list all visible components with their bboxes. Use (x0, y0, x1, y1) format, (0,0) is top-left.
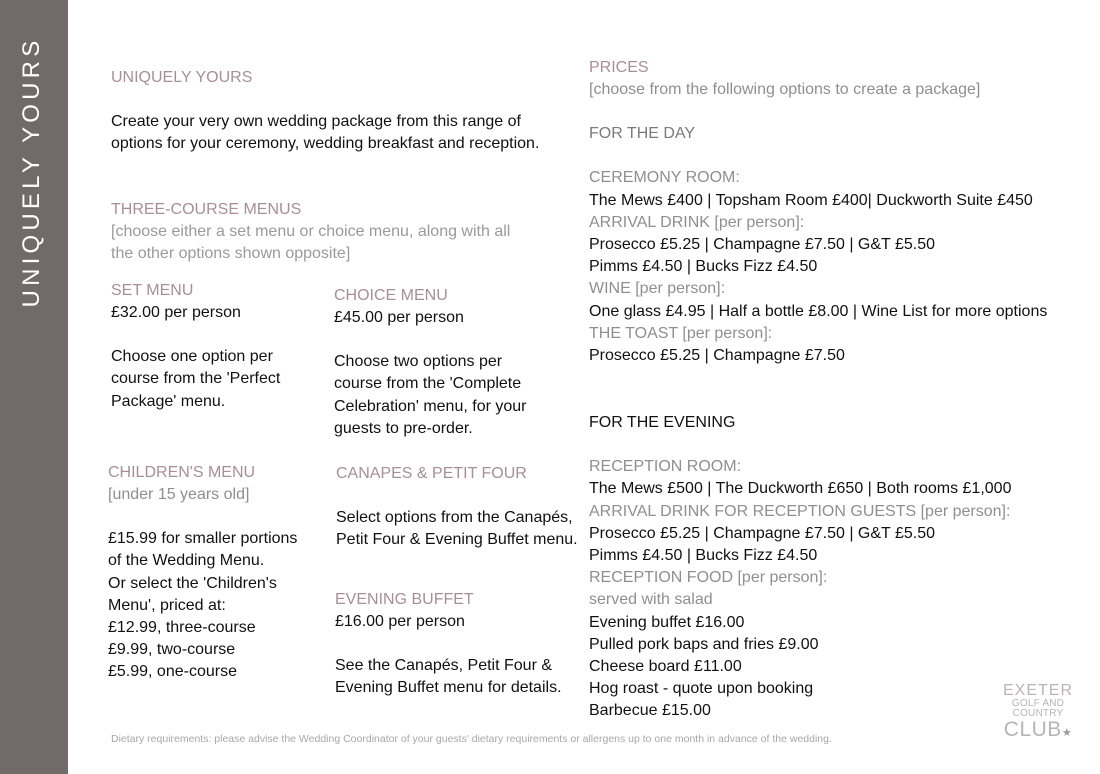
set-menu-section (111, 280, 280, 413)
children-menu-desc: £12.99, three-course (108, 619, 256, 637)
children-menu-desc: Menu', priced at: (108, 596, 226, 614)
three-course-heading: THREE-COURSE MENUS (111, 201, 302, 218)
wine-label: WINE [per person]: (589, 280, 726, 298)
toast-label: THE TOAST [per person]: (589, 324, 773, 342)
canapes-heading: CANAPES & PETIT FOUR (336, 465, 527, 482)
set-menu-desc: Choose one option per (111, 348, 273, 366)
children-menu-heading: CHILDREN'S MENU (108, 464, 256, 481)
arrival-drink-label: ARRIVAL DRINK [per person]: (589, 213, 805, 231)
logo-line: EXETER (1002, 682, 1073, 699)
logo-line: CLUB★ (1003, 718, 1073, 741)
choice-menu-desc: course from the 'Complete (334, 375, 522, 393)
children-menu-note: [under 15 years old] (108, 486, 250, 503)
star-icon: ★ (1061, 727, 1073, 739)
intro-text (111, 111, 539, 155)
toast-prices: Prosecco £5.25 | Champagne £7.50 (589, 347, 845, 365)
evening-prices-section (589, 412, 1011, 723)
sidebar-title: UNIQUELY YOURS (18, 36, 45, 308)
reception-drink-label: ARRIVAL DRINK FOR RECEPTION GUESTS [per person]: (589, 502, 1011, 520)
set-menu-desc: Package' menu. (111, 392, 226, 410)
set-menu-heading: SET MENU (111, 282, 194, 299)
for-the-day-heading: FOR THE DAY (589, 125, 696, 143)
canapes-desc: Petit Four & Evening Buffet menu. (336, 531, 578, 549)
prices-heading: PRICES (589, 59, 649, 76)
children-menu-desc: £15.99 for smaller portions (108, 530, 298, 548)
choice-menu-heading: CHOICE MENU (334, 287, 448, 304)
children-menu-section (108, 462, 297, 684)
logo-line: GOLF AND (1011, 698, 1065, 709)
reception-drink-prices: Pimms £4.50 | Bucks Fizz £4.50 (589, 547, 818, 565)
reception-food-item: Pulled pork baps and fries £9.00 (589, 635, 819, 653)
set-menu-desc: course from the 'Perfect (111, 370, 281, 388)
wine-prices: One glass £4.95 | Half a bottle £8.00 | Wine List for more options (589, 302, 1048, 320)
ceremony-room-prices: The Mews £400 | Topsham Room £400| Duckworth Suite £450 (589, 191, 1033, 209)
intro-heading: UNIQUELY YOURS (111, 69, 253, 86)
reception-food-label: RECEPTION FOOD [per person]: (589, 569, 828, 587)
choice-menu-desc: guests to pre-order. (334, 419, 473, 437)
club-logo (998, 683, 1078, 740)
reception-drink-prices: Prosecco £5.25 | Champagne £7.50 | G&T £5.50 (589, 524, 936, 542)
choice-menu-desc: Celebration' menu, for your (334, 397, 527, 415)
children-menu-desc: £5.99, one-course (108, 663, 237, 681)
logo-line: COUNTRY (1012, 708, 1064, 719)
canapes-section (336, 463, 578, 551)
children-menu-desc: of the Wedding Menu. (108, 552, 265, 570)
served-with-note: served with salad (589, 591, 713, 609)
intro-line: options for your ceremony, wedding breakfast and reception. (111, 135, 540, 153)
intro-line: Create your very own wedding package from this range of (111, 113, 521, 130)
choice-menu-desc: Choose two options per (334, 353, 503, 371)
prices-section (589, 57, 1047, 367)
reception-food-item: Cheese board £11.00 (589, 658, 742, 676)
three-course-section (111, 199, 510, 265)
evening-buffet-desc: Evening Buffet menu for details. (335, 679, 562, 697)
prices-note: [choose from the following options to create a package] (589, 81, 981, 98)
evening-buffet-section (335, 589, 562, 700)
reception-food-item: Barbecue £15.00 (589, 702, 711, 720)
reception-room-prices: The Mews £500 | The Duckworth £650 | Both rooms £1,000 (589, 480, 1012, 498)
reception-food-item: Hog roast - quote upon booking (589, 680, 814, 698)
reception-room-label: RECEPTION ROOM: (589, 458, 742, 476)
canapes-desc: Select options from the Canapés, (336, 509, 573, 526)
reception-food-item: Evening buffet £16.00 (589, 613, 745, 631)
three-course-note: the other options shown opposite] (111, 245, 351, 262)
children-menu-desc: Or select the 'Children's (108, 574, 277, 592)
choice-menu-price: £45.00 per person (334, 309, 464, 326)
arrival-drink-prices: Prosecco £5.25 | Champagne £7.50 | G&T £5.50 (589, 236, 936, 254)
evening-buffet-heading: EVENING BUFFET (335, 591, 474, 608)
ceremony-room-label: CEREMONY ROOM: (589, 169, 740, 187)
evening-buffet-desc: See the Canapés, Petit Four & (335, 657, 553, 675)
for-the-evening-heading: FOR THE EVENING (589, 414, 736, 431)
choice-menu-section (334, 285, 526, 440)
dietary-footer: Dietary requirements: please advise the Wedding Coordinator of your guests' dietary requirements or allergens up to one month in advance of the wedding. (111, 733, 832, 745)
sidebar (0, 0, 68, 774)
children-menu-desc: £9.99, two-course (108, 641, 236, 659)
arrival-drink-prices: Pimms £4.50 | Bucks Fizz £4.50 (589, 258, 818, 276)
evening-buffet-price: £16.00 per person (335, 613, 465, 630)
set-menu-price: £32.00 per person (111, 304, 241, 321)
three-course-note: [choose either a set menu or choice menu, along with all (111, 223, 511, 240)
